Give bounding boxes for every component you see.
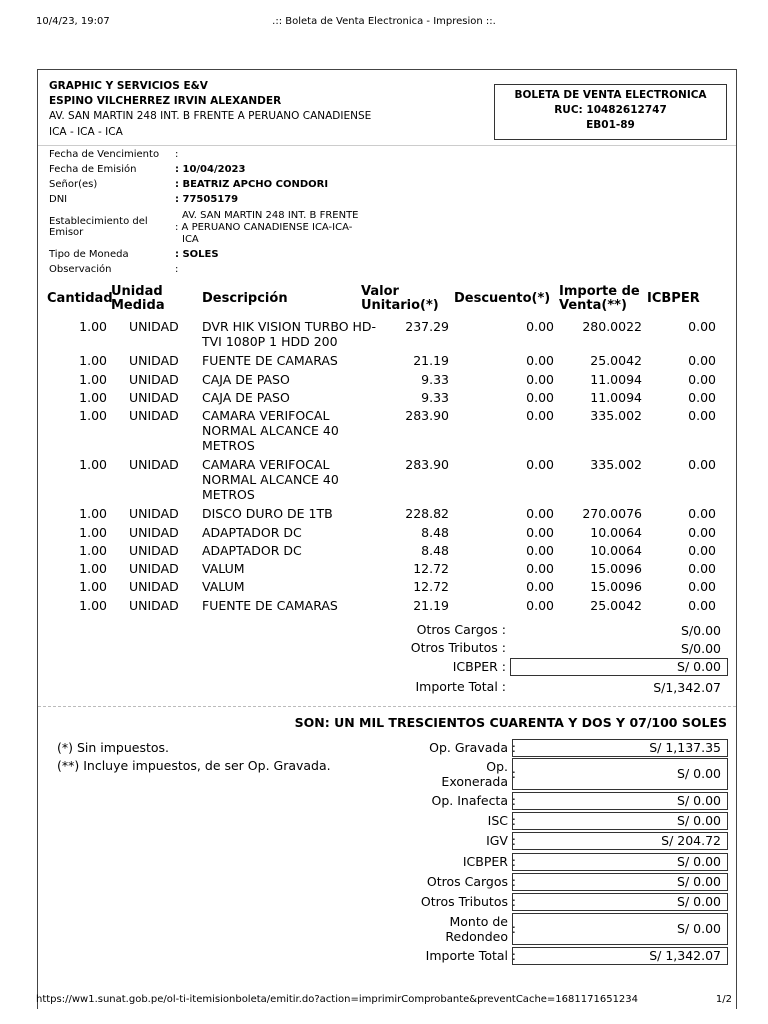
- icbper-sub-value: S/ 0.00: [510, 658, 728, 676]
- summary-value-box: S/ 0.00: [512, 812, 728, 830]
- cell-valor-unitario: 12.72: [413, 579, 449, 594]
- cell-descuento: 0.00: [526, 525, 554, 540]
- summary-colon: :: [511, 740, 516, 755]
- summary-value-box: S/ 0.00: [512, 913, 728, 945]
- cell-icbper: 0.00: [688, 457, 716, 472]
- boleta-title: BOLETA DE VENTA ELECTRONICA: [514, 89, 707, 101]
- cell-cantidad: 1.00: [79, 408, 107, 423]
- cell-cantidad: 1.00: [79, 319, 107, 334]
- summary-value-box: S/ 0.00: [512, 873, 728, 891]
- field-establecimiento-line2: : A PERUANO CANADIENSE ICA-ICA-: [175, 222, 353, 233]
- field-observacion-label: Observación: [49, 264, 112, 275]
- cell-descuento: 0.00: [526, 408, 554, 423]
- cell-descripcion: DVR HIK VISION TURBO HD-TVI 1080P 1 HDD 200: [202, 319, 377, 349]
- cell-importe: 25.0042: [590, 353, 642, 368]
- cell-importe: 280.0022: [582, 319, 642, 334]
- col-header-importe: Importe de Venta(**): [559, 284, 640, 313]
- note-incluye-impuestos: (**) Incluye impuestos, de ser Op. Gravada.: [57, 758, 331, 773]
- cell-descripcion: CAMARA VERIFOCAL NORMAL ALCANCE 40 METROS: [202, 457, 339, 502]
- cell-icbper: 0.00: [688, 372, 716, 387]
- cell-importe: 11.0094: [590, 372, 642, 387]
- summary-colon: :: [511, 793, 516, 808]
- cell-cantidad: 1.00: [79, 598, 107, 613]
- field-vencimiento-label: Fecha de Vencimiento: [49, 149, 160, 160]
- cell-unidad: UNIDAD: [129, 353, 179, 368]
- summary-label: Otros Tributos: [420, 894, 508, 909]
- cell-icbper: 0.00: [688, 506, 716, 521]
- summary-colon: :: [511, 948, 516, 963]
- summary-label: Monto de Redondeo: [445, 914, 508, 944]
- cell-valor-unitario: 228.82: [405, 506, 449, 521]
- summary-colon: :: [511, 813, 516, 828]
- summary-label: IGV: [486, 833, 508, 848]
- field-moneda-label: Tipo de Moneda: [49, 249, 129, 260]
- summary-label: Op. Gravada: [429, 740, 508, 755]
- cell-descuento: 0.00: [526, 372, 554, 387]
- cell-valor-unitario: 283.90: [405, 457, 449, 472]
- field-establecimiento-label: Establecimiento del Emisor: [49, 216, 148, 238]
- cell-descripcion: VALUM: [202, 561, 245, 576]
- summary-label: ICBPER: [462, 854, 508, 869]
- col-header-valor: Valor Unitario(*): [361, 284, 439, 313]
- cell-cantidad: 1.00: [79, 353, 107, 368]
- print-datetime: 10/4/23, 19:07: [36, 16, 110, 27]
- summary-label: Op. Inafecta: [431, 793, 508, 808]
- col-header-cantidad: Cantidad: [47, 291, 113, 306]
- cell-importe: 11.0094: [590, 390, 642, 405]
- col-header-descripcion: Descripción: [202, 291, 288, 306]
- cell-importe: 15.0096: [590, 579, 642, 594]
- cell-icbper: 0.00: [688, 561, 716, 576]
- cell-cantidad: 1.00: [79, 372, 107, 387]
- cell-cantidad: 1.00: [79, 390, 107, 405]
- cell-descripcion: VALUM: [202, 579, 245, 594]
- otros-cargos-value: S/0.00: [681, 623, 721, 638]
- importe-total-sub-value: S/1,342.07: [653, 680, 721, 695]
- print-header: [36, 16, 732, 30]
- cell-valor-unitario: 12.72: [413, 561, 449, 576]
- cell-descripcion: CAJA DE PASO: [202, 390, 290, 405]
- col-header-descuento: Descuento(*): [454, 291, 551, 306]
- cell-valor-unitario: 8.48: [421, 543, 449, 558]
- cell-cantidad: 1.00: [79, 457, 107, 472]
- cell-unidad: UNIDAD: [129, 390, 179, 405]
- cell-cantidad: 1.00: [79, 506, 107, 521]
- cell-descripcion: CAJA DE PASO: [202, 372, 290, 387]
- cell-importe: 270.0076: [582, 506, 642, 521]
- field-moneda-value: : SOLES: [175, 249, 219, 260]
- cell-descripcion: FUENTE DE CAMARAS: [202, 598, 338, 613]
- field-establecimiento-line3: ICA: [182, 234, 199, 245]
- boleta-ruc: RUC: 10482612747: [554, 104, 667, 116]
- cell-valor-unitario: 21.19: [413, 353, 449, 368]
- cell-cantidad: 1.00: [79, 543, 107, 558]
- summary-value-box: S/ 1,137.35: [512, 739, 728, 757]
- note-sin-impuestos: (*) Sin impuestos.: [57, 740, 170, 755]
- icbper-sub-label: ICBPER :: [452, 659, 506, 674]
- summary-colon: :: [511, 874, 516, 889]
- cell-unidad: UNIDAD: [129, 319, 179, 334]
- cell-icbper: 0.00: [688, 390, 716, 405]
- cell-unidad: UNIDAD: [129, 457, 179, 472]
- cell-unidad: UNIDAD: [129, 598, 179, 613]
- field-emision-label: Fecha de Emisión: [49, 164, 137, 175]
- cell-icbper: 0.00: [688, 598, 716, 613]
- field-senor-value: : BEATRIZ APCHO CONDORI: [175, 179, 329, 190]
- cell-importe: 25.0042: [590, 598, 642, 613]
- otros-cargos-label: Otros Cargos :: [416, 622, 506, 637]
- issuer-address: AV. SAN MARTIN 248 INT. B FRENTE A PERUANO CANADIENSE: [49, 110, 372, 122]
- cell-importe: 10.0064: [590, 525, 642, 540]
- summary-value-box: S/ 1,342.07: [512, 947, 728, 965]
- col-header-unidad: Unidad Medida: [111, 284, 165, 313]
- cell-icbper: 0.00: [688, 525, 716, 540]
- cell-icbper: 0.00: [688, 543, 716, 558]
- otros-tributos-value: S/0.00: [681, 641, 721, 656]
- cell-descripcion: CAMARA VERIFOCAL NORMAL ALCANCE 40 METROS: [202, 408, 339, 453]
- amount-in-words: SON: UN MIL TRESCIENTOS CUARENTA Y DOS Y 07/100 SOLES: [294, 715, 727, 730]
- summary-label: Op. Exonerada: [441, 759, 508, 789]
- cell-descuento: 0.00: [526, 457, 554, 472]
- cell-cantidad: 1.00: [79, 561, 107, 576]
- boleta-number: EB01-89: [586, 119, 635, 131]
- field-dni-label: DNI: [49, 194, 68, 205]
- cell-descuento: 0.00: [526, 319, 554, 334]
- cell-unidad: UNIDAD: [129, 579, 179, 594]
- print-url: https://ww1.sunat.gob.pe/ol-ti-itemisionboleta/emitir.do?action=imprimirComprobante&preventCache=1681171651234: [36, 994, 639, 1005]
- importe-total-sub-label: Importe Total :: [415, 679, 506, 694]
- cell-unidad: UNIDAD: [129, 506, 179, 521]
- cell-valor-unitario: 237.29: [405, 319, 449, 334]
- summary-value-box: S/ 204.72: [512, 832, 728, 850]
- summary-value-box: S/ 0.00: [512, 758, 728, 790]
- cell-importe: 15.0096: [590, 561, 642, 576]
- field-emision-value: : 10/04/2023: [175, 164, 246, 175]
- cell-descripcion: FUENTE DE CAMARAS: [202, 353, 338, 368]
- summary-value-box: S/ 0.00: [512, 792, 728, 810]
- cell-descuento: 0.00: [526, 561, 554, 576]
- cell-cantidad: 1.00: [79, 579, 107, 594]
- cell-icbper: 0.00: [688, 353, 716, 368]
- cell-descripcion: DISCO DURO DE 1TB: [202, 506, 333, 521]
- cell-descuento: 0.00: [526, 543, 554, 558]
- issuer-company: GRAPHIC Y SERVICIOS E&V: [49, 80, 208, 92]
- field-observacion-value: :: [175, 264, 179, 275]
- summary-colon: :: [511, 894, 516, 909]
- summary-colon: :: [511, 766, 516, 781]
- cell-descripcion: ADAPTADOR DC: [202, 525, 302, 540]
- cell-cantidad: 1.00: [79, 525, 107, 540]
- cell-icbper: 0.00: [688, 319, 716, 334]
- cell-unidad: UNIDAD: [129, 525, 179, 540]
- print-title: .:: Boleta de Venta Electronica - Impresion ::.: [272, 16, 496, 27]
- cell-valor-unitario: 283.90: [405, 408, 449, 423]
- cell-valor-unitario: 9.33: [421, 390, 449, 405]
- col-header-icbper: ICBPER: [647, 291, 700, 306]
- summary-colon: :: [511, 854, 516, 869]
- summary-colon: :: [511, 921, 516, 936]
- cell-unidad: UNIDAD: [129, 561, 179, 576]
- summary-label: Importe Total: [425, 948, 508, 963]
- cell-valor-unitario: 21.19: [413, 598, 449, 613]
- cell-unidad: UNIDAD: [129, 408, 179, 423]
- summary-label: Otros Cargos: [426, 874, 508, 889]
- cell-icbper: 0.00: [688, 408, 716, 423]
- cell-unidad: UNIDAD: [129, 372, 179, 387]
- field-senor-label: Señor(es): [49, 179, 98, 190]
- cell-descripcion: ADAPTADOR DC: [202, 543, 302, 558]
- cell-descuento: 0.00: [526, 598, 554, 613]
- cell-icbper: 0.00: [688, 579, 716, 594]
- cell-unidad: UNIDAD: [129, 543, 179, 558]
- cell-descuento: 0.00: [526, 579, 554, 594]
- print-footer: [36, 994, 732, 1008]
- summary-colon: :: [511, 833, 516, 848]
- cell-valor-unitario: 8.48: [421, 525, 449, 540]
- cell-importe: 335.002: [590, 408, 642, 423]
- print-page-number: 1/2: [715, 994, 732, 1005]
- boleta-id-box: [494, 84, 727, 140]
- issuer-location: ICA - ICA - ICA: [49, 126, 123, 138]
- cell-descuento: 0.00: [526, 506, 554, 521]
- summary-value-box: S/ 0.00: [512, 853, 728, 871]
- otros-tributos-label: Otros Tributos :: [410, 640, 506, 655]
- summary-label: ISC: [487, 813, 508, 828]
- cell-valor-unitario: 9.33: [421, 372, 449, 387]
- cell-descuento: 0.00: [526, 353, 554, 368]
- field-dni-value: : 77505179: [175, 194, 239, 205]
- totals-divider: [38, 706, 736, 707]
- cell-descuento: 0.00: [526, 390, 554, 405]
- cell-importe: 10.0064: [590, 543, 642, 558]
- summary-value-box: S/ 0.00: [512, 893, 728, 911]
- field-vencimiento-value: :: [175, 149, 179, 160]
- cell-importe: 335.002: [590, 457, 642, 472]
- issuer-divider: [38, 145, 736, 146]
- field-establecimiento-line1: AV. SAN MARTIN 248 INT. B FRENTE: [182, 210, 359, 221]
- boleta-document: [37, 69, 737, 1009]
- issuer-owner: ESPINO VILCHERREZ IRVIN ALEXANDER: [49, 95, 282, 107]
